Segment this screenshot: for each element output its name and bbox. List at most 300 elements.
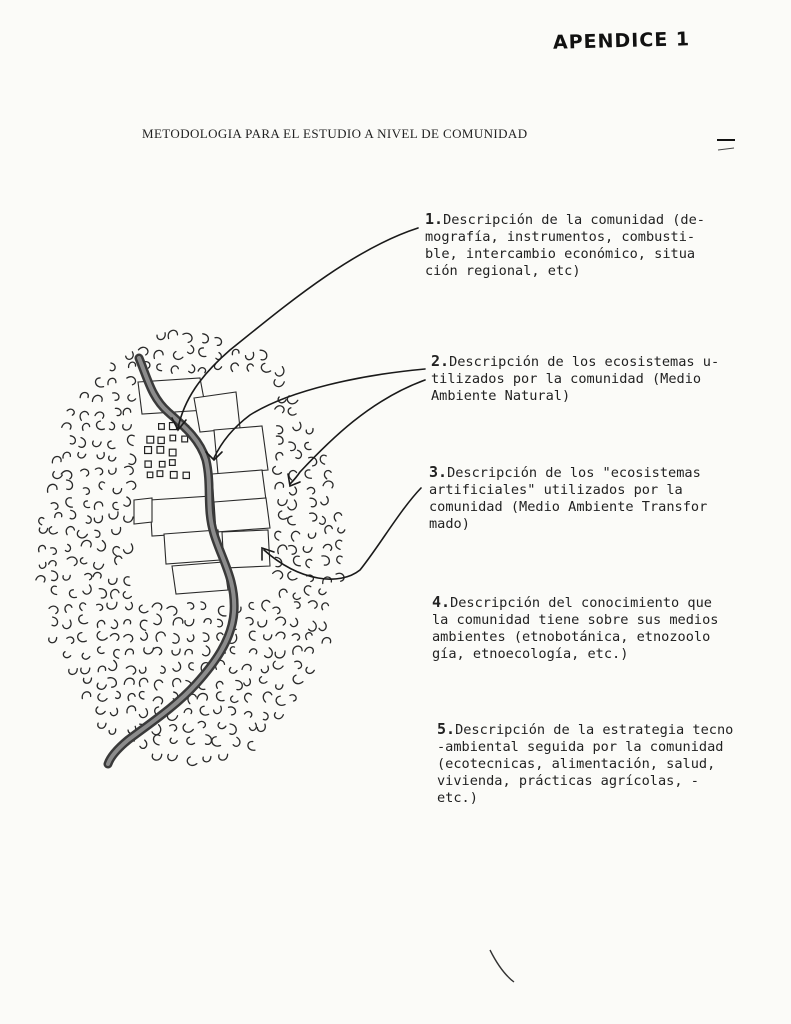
- shrub-mark: [63, 574, 71, 580]
- shrub-mark: [113, 392, 120, 400]
- shrub-mark: [67, 555, 79, 567]
- shrub-mark: [69, 589, 77, 598]
- shrub-mark: [318, 622, 328, 632]
- shrub-mark: [213, 706, 222, 714]
- shrub-mark: [48, 636, 56, 643]
- shrub-mark: [273, 530, 282, 540]
- shrub-mark: [334, 539, 343, 549]
- shrub-mark: [323, 524, 333, 533]
- shrub-mark: [82, 585, 93, 596]
- shrub-mark: [289, 442, 296, 451]
- shrub-mark: [249, 602, 255, 609]
- house-mark: [159, 461, 165, 467]
- shrub-mark: [113, 555, 123, 565]
- shrub-mark: [92, 440, 101, 448]
- house-mark: [159, 424, 165, 430]
- shrub-mark: [110, 632, 120, 642]
- shrub-mark: [127, 454, 137, 466]
- house-mark: [183, 472, 189, 478]
- shrub-mark: [304, 442, 311, 450]
- shrub-mark: [129, 362, 136, 367]
- shrub-mark: [63, 452, 71, 458]
- shrub-mark: [114, 691, 121, 699]
- shrub-mark: [262, 712, 269, 720]
- shrub-mark: [169, 737, 177, 745]
- shrub-mark: [290, 694, 297, 702]
- list-item: [429, 464, 707, 533]
- shrub-mark: [185, 649, 193, 655]
- shrub-mark: [113, 649, 121, 659]
- shrub-mark: [152, 752, 162, 761]
- shrub-mark: [125, 602, 134, 610]
- shrub-mark: [139, 691, 146, 699]
- shrub-mark: [93, 571, 102, 579]
- shrub-mark: [170, 365, 179, 374]
- shrub-mark: [125, 649, 133, 656]
- shrub-mark: [112, 527, 121, 534]
- shrub-mark: [274, 451, 283, 460]
- shrub-mark: [107, 660, 119, 672]
- shrub-mark: [172, 350, 183, 361]
- shrub-mark: [124, 632, 134, 643]
- house-mark: [158, 437, 164, 443]
- shrub-mark: [275, 650, 285, 658]
- shrub-mark: [323, 543, 333, 552]
- shrub-mark: [323, 479, 334, 489]
- shrub-mark: [201, 646, 212, 657]
- shrub-mark: [245, 363, 254, 371]
- shrub-mark: [243, 692, 253, 702]
- item-text: Descripción de los "ecosistemas artificiales" utilizados por la comunidad (Medio Ambiente Transfor mado): [429, 465, 708, 532]
- shrub-mark: [172, 662, 183, 672]
- house-mark: [169, 449, 176, 456]
- shrub-mark: [85, 516, 93, 524]
- shrub-mark: [242, 663, 252, 672]
- shrub-mark: [85, 572, 93, 581]
- shrub-mark: [77, 632, 87, 643]
- shrub-mark: [258, 676, 267, 685]
- margin-mark-2: [718, 148, 734, 150]
- shrub-mark: [310, 498, 317, 507]
- shrub-mark: [275, 683, 283, 690]
- shrub-mark: [99, 589, 106, 598]
- shrub-mark: [51, 586, 58, 595]
- shrub-mark: [188, 662, 194, 670]
- house-mark: [170, 460, 176, 466]
- shrub-mark: [152, 614, 163, 626]
- list-item: [425, 211, 705, 280]
- shrub-mark: [50, 571, 59, 581]
- shrub-mark: [97, 722, 106, 730]
- leader-line-2b: [290, 380, 425, 484]
- shrub-mark: [217, 721, 226, 730]
- list-item: [437, 721, 733, 807]
- shrub-mark: [211, 736, 221, 747]
- shrub-mark: [95, 530, 101, 537]
- shrub-mark: [263, 648, 274, 659]
- shrub-mark: [276, 436, 283, 445]
- shrub-mark: [295, 450, 303, 459]
- shrub-mark: [171, 677, 181, 686]
- shrub-mark: [198, 348, 205, 357]
- shrub-mark: [81, 539, 92, 549]
- shrub-mark: [77, 451, 86, 459]
- shrub-mark: [95, 630, 107, 642]
- shrub-mark: [204, 735, 213, 745]
- shrub-mark: [305, 646, 315, 655]
- shrub-mark: [215, 680, 224, 688]
- shrub-mark: [322, 637, 331, 645]
- shrub-mark: [287, 516, 295, 526]
- shrub-mark: [304, 558, 313, 568]
- shrub-mark: [167, 753, 178, 762]
- shrub-mark: [152, 678, 164, 690]
- list-item: [432, 594, 718, 663]
- shrub-mark: [51, 501, 59, 510]
- shrub-mark: [292, 674, 303, 686]
- shrub-mark: [200, 602, 207, 610]
- item-text: Descripción de la comunidad (de- mografía, instrumentos, combusti- ble, intercambio económico, situa ción regional, etc): [425, 212, 705, 279]
- shrub-mark: [323, 577, 332, 584]
- shrub-mark: [320, 602, 329, 610]
- shrub-mark: [218, 606, 226, 616]
- item-number: 1.: [425, 210, 444, 228]
- shrub-mark: [55, 512, 62, 518]
- shrub-mark: [273, 711, 283, 720]
- shrub-mark: [249, 723, 258, 731]
- shrub-mark: [218, 753, 227, 761]
- leader-line-3: [264, 488, 421, 579]
- shrub-mark: [308, 533, 316, 539]
- shrub-mark: [127, 693, 136, 701]
- shrub-mark: [109, 729, 116, 734]
- shrub-mark: [78, 602, 87, 611]
- shrub-mark: [307, 621, 318, 633]
- shrub-mark: [95, 706, 106, 717]
- shrub-mark: [124, 677, 135, 686]
- shrub-mark: [302, 545, 312, 553]
- shrub-mark: [244, 710, 252, 718]
- shrub-mark: [197, 692, 208, 702]
- shrub-mark: [245, 352, 254, 360]
- shrub-mark: [198, 720, 206, 729]
- shrub-mark: [229, 695, 238, 704]
- shrub-mark: [167, 330, 178, 339]
- item-text: Descripción de la estrategia tecno -ambiental seguida por la comunidad (ecotecnicas, alimentación, salud, vivienda, prácticas agrícolas, - etc.): [437, 722, 734, 806]
- shrub-mark: [126, 434, 136, 445]
- shrub-mark: [97, 646, 104, 654]
- shrub-mark: [109, 468, 117, 474]
- shrub-mark: [51, 470, 62, 480]
- shrub-mark: [294, 601, 300, 608]
- item-number: 4.: [432, 593, 451, 611]
- shrub-mark: [48, 526, 58, 536]
- shrub-mark: [276, 544, 287, 554]
- shrub-mark: [172, 649, 180, 655]
- shrub-mark: [62, 620, 73, 630]
- house-mark: [170, 472, 177, 479]
- shrub-mark: [271, 465, 281, 476]
- shrub-mark: [79, 557, 86, 565]
- shrub-mark: [36, 574, 46, 583]
- shrub-mark: [170, 723, 178, 732]
- document-title: METODOLOGIA PARA EL ESTUDIO A NIVEL DE COMUNIDAD: [142, 126, 528, 141]
- item-text: Descripción de los ecosistemas u- tilizados por la comunidad (Medio Ambiente Natural): [431, 354, 720, 404]
- shrub-mark: [93, 501, 103, 509]
- shrub-mark: [173, 618, 183, 625]
- shrub-mark: [69, 436, 76, 445]
- shrub-mark: [92, 394, 102, 403]
- shrub-mark: [122, 423, 131, 431]
- shrub-mark: [115, 408, 121, 416]
- shrub-mark: [65, 497, 73, 507]
- shrub-mark: [152, 601, 163, 611]
- shrub-mark: [305, 666, 315, 675]
- shrub-mark: [320, 497, 330, 507]
- shrub-mark: [122, 591, 131, 601]
- shrub-mark: [109, 512, 118, 519]
- shrub-mark: [113, 502, 119, 509]
- shrub-mark: [97, 453, 105, 460]
- shrub-mark: [153, 645, 163, 655]
- shrub-mark: [125, 352, 135, 361]
- shrub-mark: [228, 724, 237, 735]
- shrub-mark: [139, 740, 149, 750]
- shrub-mark: [249, 648, 257, 655]
- shrub-mark: [138, 709, 149, 719]
- shrub-mark: [83, 487, 90, 495]
- shrub-mark: [230, 646, 236, 653]
- shrub-mark: [127, 706, 136, 713]
- shrub-mark: [98, 666, 105, 672]
- shrub-mark: [232, 349, 239, 355]
- shrub-mark: [293, 556, 301, 566]
- shrub-mark: [259, 350, 267, 360]
- shrub-mark: [199, 706, 209, 717]
- shrub-mark: [203, 756, 211, 763]
- shrub-mark: [112, 487, 121, 495]
- shrub-mark: [185, 619, 194, 626]
- shrub-mark: [229, 706, 237, 715]
- shrub-mark: [186, 345, 195, 354]
- shrub-mark: [153, 695, 164, 705]
- shrub-mark: [335, 555, 343, 564]
- shrub-mark: [257, 724, 266, 732]
- shrub-mark: [292, 645, 303, 654]
- shrub-mark: [171, 633, 180, 644]
- shrub-mark: [143, 646, 153, 655]
- shrub-mark: [122, 497, 132, 508]
- shrub-mark: [69, 510, 77, 519]
- shrub-mark: [51, 547, 57, 555]
- shrub-mark: [303, 585, 313, 596]
- shrub-mark: [126, 664, 137, 675]
- shrub-mark: [248, 741, 255, 750]
- shrub-mark: [109, 588, 120, 598]
- shrub-mark: [229, 362, 239, 372]
- shrub-mark: [289, 530, 301, 541]
- shrub-mark: [81, 423, 90, 431]
- shrub-mark: [292, 422, 303, 432]
- shrub-mark: [204, 617, 212, 624]
- item-number: 3.: [429, 463, 448, 481]
- shrub-mark: [109, 363, 116, 372]
- shrub-mark: [65, 480, 73, 490]
- shrub-mark: [125, 464, 135, 475]
- shrub-mark: [110, 620, 120, 630]
- shrub-mark: [80, 392, 89, 399]
- shrub-mark: [78, 614, 88, 625]
- shrub-mark: [337, 527, 345, 534]
- shrub-mark: [96, 541, 108, 553]
- shrub-mark: [246, 616, 254, 625]
- shrub-mark: [61, 468, 73, 480]
- shrub-mark: [78, 410, 89, 420]
- shrub-mark: [243, 679, 252, 687]
- shrub-mark: [275, 695, 285, 706]
- shrub-mark: [287, 407, 296, 417]
- shrub-mark: [96, 421, 105, 431]
- list-item: [431, 353, 719, 405]
- shrub-mark: [289, 618, 299, 628]
- shrub-mark: [310, 512, 318, 521]
- shrub-mark: [123, 515, 133, 524]
- shrub-mark: [319, 454, 328, 464]
- shrub-mark: [261, 690, 273, 702]
- shrub-mark: [65, 525, 75, 534]
- shrub-mark: [50, 617, 58, 627]
- house-mark: [157, 471, 163, 477]
- shrub-mark: [49, 559, 57, 566]
- shrub-mark: [97, 603, 104, 611]
- shrub-mark: [273, 378, 285, 389]
- shrub-mark: [123, 408, 131, 415]
- shrub-mark: [93, 561, 104, 571]
- shrub-mark: [323, 469, 333, 479]
- shrub-mark: [275, 482, 284, 489]
- shrub-mark: [37, 517, 45, 525]
- shrub-mark: [98, 481, 106, 490]
- shrub-mark: [308, 599, 318, 610]
- shrub-mark: [261, 666, 270, 673]
- shrub-mark: [80, 667, 90, 675]
- shrub-mark: [76, 529, 88, 540]
- shrub-mark: [139, 667, 147, 674]
- shrub-mark: [81, 652, 90, 661]
- field-parcels: [134, 378, 270, 594]
- shrub-mark: [184, 707, 192, 714]
- shrub-mark: [272, 660, 283, 671]
- shrub-mark: [152, 734, 162, 745]
- shrub-mark: [258, 620, 267, 627]
- shrub-mark: [167, 604, 179, 616]
- item-number: 5.: [437, 720, 456, 738]
- shrub-mark: [159, 666, 166, 674]
- shrub-mark: [62, 651, 71, 660]
- shrub-mark: [38, 545, 46, 552]
- shrub-mark: [228, 666, 237, 675]
- shrub-mark: [47, 484, 57, 492]
- house-mark: [170, 435, 176, 441]
- shrub-mark: [295, 660, 303, 669]
- shrub-mark: [96, 620, 105, 628]
- shrub-mark: [95, 466, 104, 475]
- shrub-mark: [289, 487, 299, 496]
- shrub-mark: [278, 588, 288, 597]
- shrub-mark: [201, 334, 209, 344]
- shrub-mark: [276, 615, 287, 626]
- shrub-mark: [260, 599, 272, 611]
- shrub-mark: [124, 576, 131, 585]
- shrub-mark: [107, 601, 117, 609]
- house-mark: [157, 447, 164, 454]
- shrub-mark: [274, 367, 286, 378]
- house-mark: [147, 472, 153, 478]
- shrub-mark: [277, 498, 287, 506]
- shrub-mark: [276, 630, 286, 640]
- house-mark: [182, 436, 188, 442]
- shrub-mark: [64, 544, 72, 552]
- shrub-mark: [275, 404, 286, 414]
- shrub-mark: [181, 723, 193, 735]
- shrub-mark: [322, 555, 330, 565]
- shrub-mark: [202, 633, 209, 642]
- shrub-mark: [235, 680, 242, 690]
- house-mark: [145, 447, 152, 454]
- shrub-mark: [287, 500, 299, 511]
- shrub-mark: [108, 455, 116, 462]
- shrub-mark: [127, 479, 137, 490]
- shrub-mark: [110, 708, 119, 716]
- shrub-mark: [124, 619, 131, 625]
- shrub-mark: [95, 377, 104, 387]
- shrub-mark: [140, 632, 150, 641]
- shrub-mark: [336, 572, 345, 582]
- shrub-mark: [63, 604, 72, 613]
- shrub-mark: [318, 516, 327, 525]
- shrub-mark: [188, 602, 195, 610]
- shrub-mark: [67, 408, 75, 417]
- shrub-mark: [107, 440, 115, 449]
- shrub-mark: [39, 562, 47, 568]
- shrub-mark: [273, 606, 281, 615]
- shrub-mark: [77, 438, 87, 449]
- shrub-mark: [138, 604, 148, 615]
- shrub-mark: [127, 394, 136, 403]
- house-mark: [147, 436, 154, 443]
- shrub-mark: [154, 631, 166, 642]
- shrub-mark: [306, 429, 313, 434]
- shrub-mark: [292, 592, 301, 601]
- shrub-mark: [217, 619, 224, 627]
- shrub-mark: [289, 544, 297, 554]
- shrub-mark: [108, 578, 117, 585]
- shrub-mark: [96, 693, 107, 704]
- shrub-mark: [83, 677, 92, 684]
- shrub-mark: [111, 545, 121, 555]
- shrub-mark: [123, 544, 135, 555]
- shrub-mark: [263, 633, 272, 640]
- shrub-mark: [153, 350, 164, 359]
- shrub-mark: [332, 511, 342, 521]
- shrub-mark: [67, 636, 75, 645]
- shrub-mark: [198, 366, 206, 374]
- shrub-mark: [52, 456, 61, 463]
- shrub-mark: [186, 736, 195, 746]
- shrub-mark: [277, 426, 283, 434]
- shrub-mark: [273, 568, 285, 580]
- shrub-mark: [187, 635, 195, 642]
